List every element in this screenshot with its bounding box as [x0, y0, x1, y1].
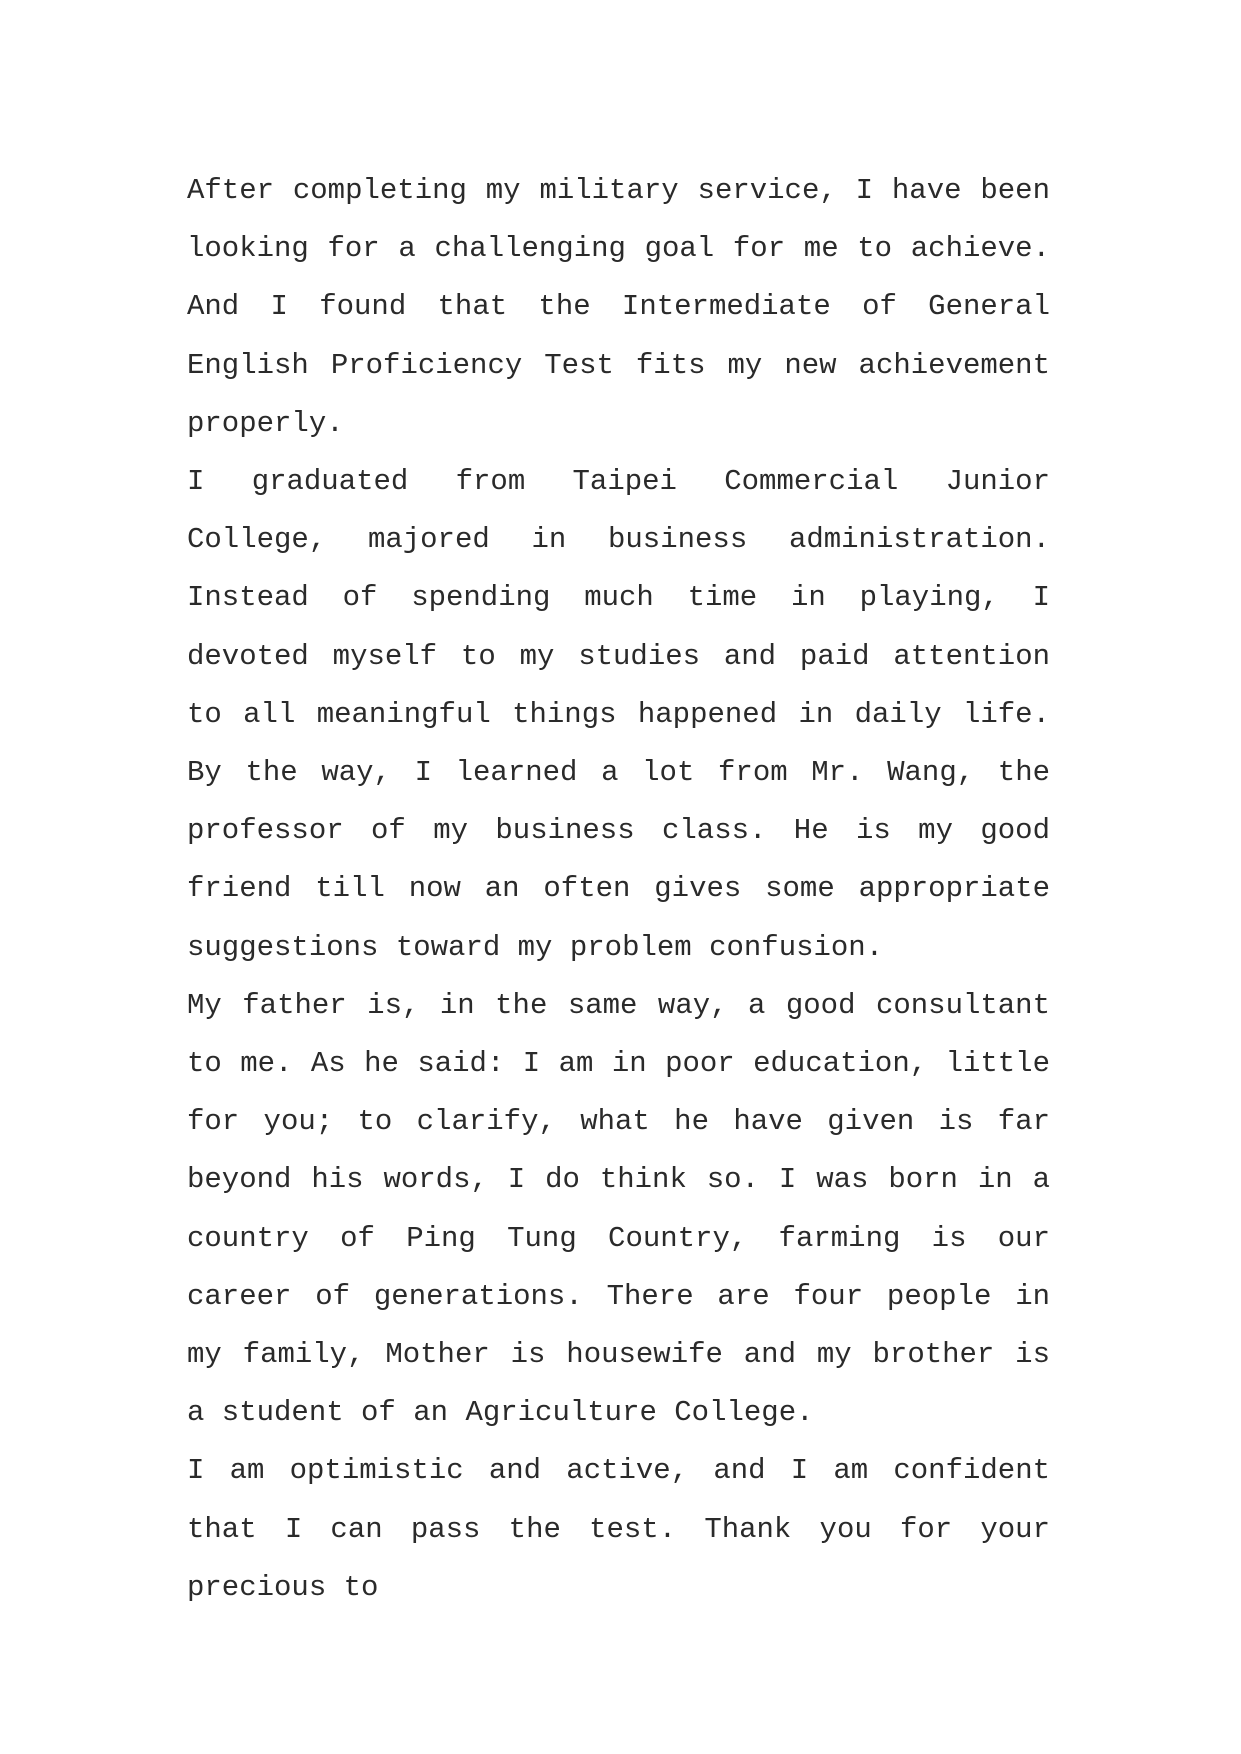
paragraph-closing: I am optimistic and active, and I am confident that I can pass the test. Thank you for your precious to: [187, 1454, 1050, 1604]
paragraph-education: I graduated from Taipei Commercial Junior College, majored in business administration. Instead of spending much time in playing, I devoted myself to my studies and paid attention to all meaningful things happened in daily life. By the way, I learned a lot from Mr. Wang, the professor of my business class. He is my good friend till now an often gives some appropriate suggestions toward my problem confusion.: [187, 465, 1050, 964]
paragraph-military-service: After completing my military service, I have been looking for a challenging goal for me to achieve. And I found that the Intermediate of General English Proficiency Test fits my new achievement properly.: [187, 174, 1050, 440]
paragraph-family: My father is, in the same way, a good consultant to me. As he said: I am in poor education, little for you; to clarify, what he have given is far beyond his words, I do think so. I was born in a country of Ping Tung Country, farming is our career of generations. There are four people in my family, Mother is housewife and my brother is a student of an Agriculture College.: [187, 988, 1050, 1430]
document-body: [187, 162, 1050, 1617]
